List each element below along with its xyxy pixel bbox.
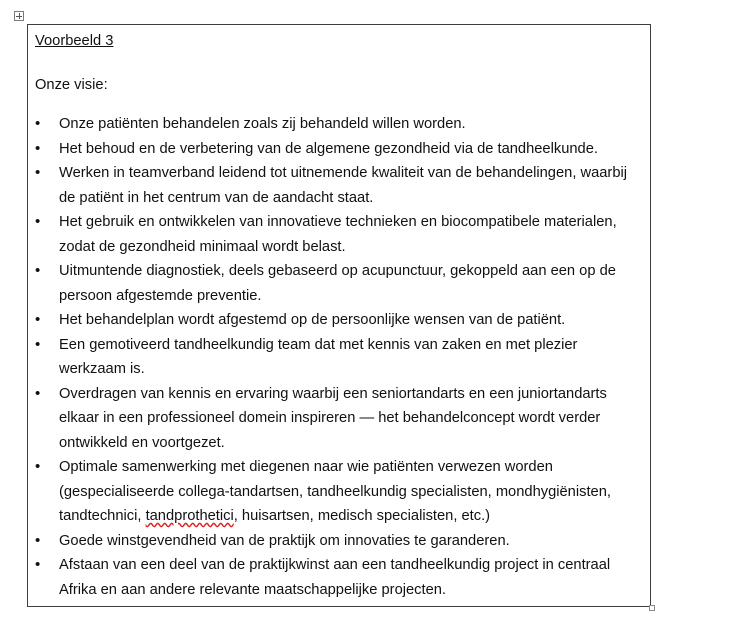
table-resize-handle[interactable] <box>649 605 655 611</box>
list-item: • Het behandelplan wordt afgestemd op de persoonlijke wensen van de patiënt. <box>35 308 647 333</box>
list-item-text: Optimale samenwerking met diegenen naar wie patiënten verwezen worden (gespecialiseerde collega-tandartsen, tandheelkundig specialisten, mondhygiënisten, tandtechnici, <box>59 459 611 524</box>
list-item: • Goede winstgevendheid van de praktijk om innovaties te garanderen. <box>35 529 647 554</box>
spellcheck-flagged-word[interactable]: tandprothetici <box>145 508 234 524</box>
list-item: • Werken in teamverband leidend tot uitnemende kwaliteit van de behandelingen, waarbij de patiënt in het centrum van de aandacht staat. <box>35 161 647 210</box>
list-item: • Onze patiënten behandelen zoals zij behandeld willen worden. <box>35 112 647 137</box>
list-item: • Het gebruik en ontwikkelen van innovatieve technieken en biocompatibele materialen, zodat de gezondheid minimaal wordt belast. <box>35 210 647 259</box>
document-heading: Voorbeeld 3 <box>35 33 114 49</box>
list-item: • Uitmuntende diagnostiek, deels gebaseerd op acupunctuur, gekoppeld aan een op de persoon afgestemde preventie. <box>35 259 647 308</box>
list-item <box>35 455 647 529</box>
intro-text: Onze visie: <box>35 77 108 93</box>
bullet-list <box>35 112 647 602</box>
list-item: • Een gemotiveerd tandheelkundig team dat met kennis van zaken en met plezier werkzaam is. <box>35 333 647 382</box>
list-item: • Overdragen van kennis en ervaring waarbij een seniortandarts en een juniortandarts elkaar in een professioneel domein inspireren — het behandelconcept wordt verder ontwikkeld en voortgezet. <box>35 382 647 456</box>
list-item: • Het behoud en de verbetering van de algemene gezondheid via de tandheelkunde. <box>35 137 647 162</box>
document-content[interactable] <box>35 30 647 602</box>
table-move-handle-icon[interactable] <box>14 11 24 21</box>
list-item: • Afstaan van een deel van de praktijkwinst aan een tandheelkundig project in centraal Afrika en aan andere relevante maatschappelijke projecten. <box>35 553 647 602</box>
list-item-text: , huisartsen, medisch specialisten, etc.) <box>233 508 491 524</box>
